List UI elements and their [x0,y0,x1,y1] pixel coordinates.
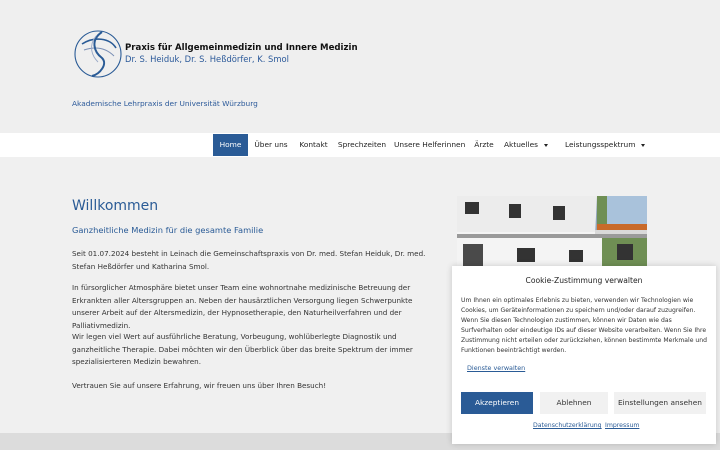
nav-aktuelles[interactable] [504,134,554,156]
cookie-consent-dialog [452,266,716,444]
nav-unsere-helferinnen[interactable]: Unsere Helferinnen [394,140,466,149]
chevron-down-icon [641,144,645,147]
cookie-dialog-title: Cookie-Zustimmung verwalten [525,276,643,285]
doctor-names: Dr. S. Heiduk, Dr. S. Heßdörfer, K. Smol [125,54,289,64]
services-paragraph: In fürsorglicher Atmosphäre bietet unser Team eine wohnortnahe medizinische Betreuung der Erkrankten aller Altersgruppen an. Neben der hausärztlichen Versorgung liegen Schwerpunkte unserer Arbeit auf der Altersmedizin, der Hypnosetherapie, den Naturheilverfahren und der Palliativmedizin. [72,283,413,330]
site-header [0,0,720,133]
page-title: Willkommen [72,198,159,214]
nav-aerzte[interactable]: Ärzte [474,140,494,149]
cookie-dialog-text: Um Ihnen ein optimales Erlebnis zu bieten, verwenden wir Technologien wie Cookies, um Geräteinformationen zu speichern und/oder darauf zuzugreifen. Wenn Sie diesen Technologien zustimmen, können wir Daten wie das Surfverhalten oder eindeutige IDs auf dieser Website verarbeiten. Wenn Sie Ihre Zustimmung nicht erteilen oder zurückziehen, können bestimmte Merkmale und Funktionen beeinträchtigt werden. [461,297,708,354]
nav-leistungsspektrum[interactable] [565,134,645,156]
accept-button[interactable]: Akzeptieren [461,392,533,414]
main-navigation [0,133,720,157]
nav-ueber-uns[interactable]: Über uns [254,140,288,149]
decline-button[interactable]: Ablehnen [540,392,608,414]
practice-logo-icon[interactable] [72,26,124,80]
approach-paragraph: Wir legen viel Wert auf ausführliche Beratung, Vorbeugung, wohlüberlegte Diagnostik und ganzheitliche Therapie. Dabei möchten wir den Überblick über das breite Spektrum der immer spezialisierteren Medizin bewahren. [72,332,413,367]
privacy-policy-link[interactable]: Datenschutzerklärung [533,422,602,429]
nav-leistungsspektrum-label: Leistungsspektrum [565,140,636,149]
imprint-link[interactable]: Impressum [605,422,640,429]
tagline: Akademische Lehrpraxis der Universität Würzburg [72,99,258,108]
page-subtitle: Ganzheitliche Medizin für die gesamte Familie [72,225,264,235]
nav-sprechzeiten[interactable]: Sprechzeiten [337,140,387,149]
nav-kontakt[interactable]: Kontakt [299,140,328,149]
practice-name: Praxis für Allgemeinmedizin und Innere Medizin [125,43,358,53]
closing-paragraph: Vertrauen Sie auf unsere Erfahrung, wir freuen uns über Ihren Besuch! [72,381,327,390]
nav-aktuelles-label: Aktuelles [504,140,538,149]
nav-home[interactable]: Home [213,134,248,156]
chevron-down-icon [544,144,548,147]
view-settings-button[interactable]: Einstellungen ansehen [614,392,706,414]
intro-paragraph: Seit 01.07.2024 besteht in Leinach die Gemeinschaftspraxis von Dr. med. Stefan Heiduk, Dr. med. Stefan Heßdörfer und Katharina Smol. [72,249,426,271]
manage-services-link[interactable]: Dienste verwalten [467,364,526,372]
practice-building-image [457,196,647,272]
